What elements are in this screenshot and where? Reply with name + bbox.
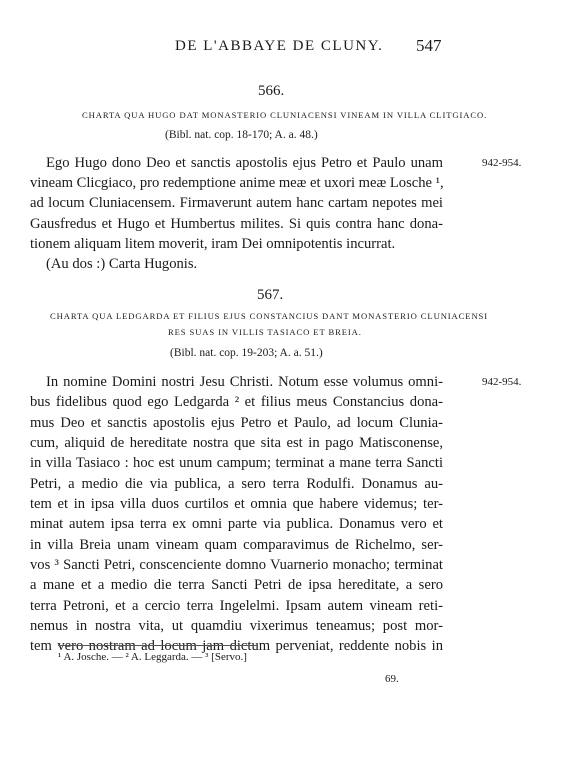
margin-date: 942-954. xyxy=(482,157,522,169)
body-line: a mane et a medio die terra Sancti Petri de ipsa hereditate, a sero xyxy=(30,577,443,593)
endorsement-line: (Au dos :) Carta Hugonis. xyxy=(46,256,198,272)
body-line: In nomine Domini nostri Jesu Christi. Notum esse volumus omni- xyxy=(46,374,443,390)
charter-number: 566. xyxy=(258,83,285,99)
page-number: 547 xyxy=(416,36,442,55)
charter-title: CHARTA QUA LEDGARDA ET FILIUS EJUS CONSTANCIUS DANT MONASTERIO CLUNIACENSI xyxy=(50,311,488,321)
body-line: tionem aliquam litem moverit, iram Dei omnipotentis incurrat. xyxy=(30,236,396,252)
body-line: in villa Breia unam vineam quam comparavimus de Richelmo, ser- xyxy=(30,537,443,553)
body-line: nemus in nostra vita, ut quamdiu vixerimus teneamus; post mor- xyxy=(30,618,443,634)
body-line: ad locum Cluniacensem. Firmaverunt autem hanc cartam nepotes mei xyxy=(30,195,443,211)
body-line: cum, aliquid de hereditate nostra que sita est in pago Matisconense, xyxy=(30,435,443,451)
signature-mark: 69. xyxy=(385,673,399,685)
body-line: terra Petroni, et a cercio terra Ingelelmi. Ipsam autem vineam reti- xyxy=(30,598,443,614)
body-line: minat autem ipsa terra ex omni parte via publica. Donamus vero et xyxy=(30,516,443,532)
body-line: mus Deo et sanctis apostolis ejus Petro et Paulo, ad locum Clunia- xyxy=(30,415,443,431)
footnote-divider xyxy=(58,645,258,646)
body-line: Petri, a medio die via publica, a sero terra Rodulfi. Donamus au- xyxy=(30,476,443,492)
running-title: DE L'ABBAYE DE CLUNY. xyxy=(175,38,384,54)
body-line: in villa Tasiaco : hoc est unum campum; terminat a mane terra Sancti xyxy=(30,455,443,471)
body-line: Ego Hugo dono Deo et sanctis apostolis ejus Petro et Paulo unam xyxy=(46,155,443,171)
charter-title: RES SUAS IN VILLIS TASIACO ET BREIA. xyxy=(168,327,362,337)
body-line: tem vero nostram ad locum jam dictum perveniat, reddente nobis in xyxy=(30,638,443,654)
charter-number: 567. xyxy=(257,287,284,303)
charter-title: CHARTA QUA HUGO DAT MONASTERIO CLUNIACENSI VINEAM IN VILLA CLITGIACO. xyxy=(82,110,488,120)
footnotes: ¹ A. Josche. — ² A. Leggarda. — ³ [Servo.] xyxy=(58,651,247,663)
body-line: tem et in ipsa villa duos curtilos et omnia que habere videmus; ter- xyxy=(30,496,443,512)
margin-date: 942-954. xyxy=(482,376,522,388)
source-reference: (Bibl. nat. cop. 19-203; A. a. 51.) xyxy=(170,347,323,359)
body-line: vos ³ Sancti Petri, conscenciente domno Vuarnerio monacho; terminat xyxy=(30,557,443,573)
body-line: bus fidelibus quod ego Ledgarda ² et filius meus Constancius dona- xyxy=(30,394,443,410)
source-reference: (Bibl. nat. cop. 18-170; A. a. 48.) xyxy=(165,129,318,141)
body-line: vineam Clicgiaco, pro redemptione anime meæ et uxori meæ Losche ¹, xyxy=(30,175,444,191)
body-line: Gausfredus et Hugo et Humbertus milites. Si quis contra hanc dona- xyxy=(30,216,443,232)
